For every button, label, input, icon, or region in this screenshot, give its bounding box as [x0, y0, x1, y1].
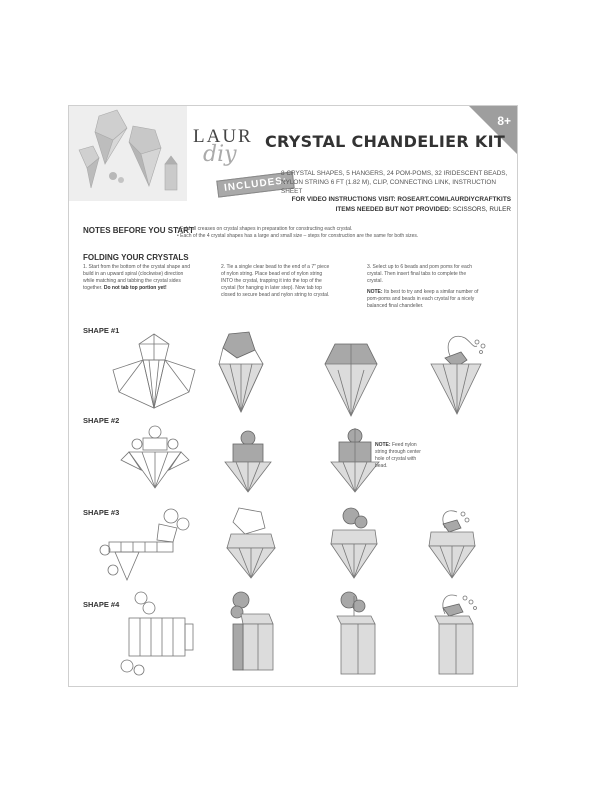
brand-diy: diy — [203, 142, 237, 167]
video-instructions: FOR VIDEO INSTRUCTIONS VISIT: ROSEART.COM/LAURDIYCRAFTKITS — [291, 196, 511, 203]
shape-3-flat-template — [99, 506, 203, 584]
notes-list — [177, 226, 507, 240]
step-3-note-text: Its best to try and keep a similar number of pom-poms and beads in each crystal for a nicely balanced final chandelier. — [367, 289, 479, 309]
shape-1-label: SHAPE #1 — [83, 326, 120, 335]
folding-heading: FOLDING YOUR CRYSTALS — [83, 253, 189, 262]
step-2 — [221, 264, 333, 299]
age-badge: 8+ — [497, 114, 511, 128]
includes-line-1: 8 CRYSTAL SHAPES, 5 HANGERS, 24 POM-POMS, 32 IRIDESCENT BEADS, — [281, 170, 508, 177]
shape-1-step-2 — [321, 334, 381, 418]
shape-3-label: SHAPE #3 — [83, 508, 120, 517]
shape-2-label: SHAPE #2 — [83, 416, 120, 425]
step-1 — [83, 264, 195, 292]
brand-laur: LAUR — [193, 126, 253, 147]
step-3 — [367, 264, 479, 310]
product-photo — [69, 106, 187, 201]
instruction-sheet — [68, 105, 518, 687]
shape-4-label: SHAPE #4 — [83, 600, 120, 609]
shape-2-step-1 — [221, 428, 275, 494]
step-3-note-label: NOTE: — [367, 289, 383, 295]
step-3-note — [367, 289, 479, 310]
shape-1-step-3 — [425, 328, 491, 416]
shape-4-step-2 — [327, 590, 381, 678]
items-needed-label: ITEMS NEEDED BUT NOT PROVIDED: — [335, 206, 451, 213]
items-needed — [249, 206, 511, 213]
shape-3-step-3 — [425, 504, 479, 580]
shape-3-step-2 — [327, 504, 381, 580]
note-item: • Each of the 4 crystal shapes has a large and small size – steps for construction are the same for both sizes. — [177, 233, 419, 239]
feed-string-note — [375, 442, 425, 470]
callout-text: Feed nylon string through center hole of crystal with bead. — [375, 442, 421, 469]
shape-4-step-1 — [221, 590, 279, 676]
shape-3-step-1 — [221, 504, 279, 580]
includes-line-2: NYLON STRING 6 FT (1.82 M), CLIP, CONNECTING LINK, INSTRUCTION SHEET — [281, 179, 496, 195]
callout-label: NOTE: — [375, 442, 391, 448]
brand-logo — [193, 126, 255, 174]
page-title: CRYSTAL CHANDELIER KIT — [265, 132, 506, 151]
step-3-text: 3. Select up to 6 beads and pom poms for each crystal. Then insert final tabs to complete the crystal. — [367, 264, 473, 284]
items-needed-list: SCISSORS, RULER — [452, 206, 511, 213]
includes-badge: INCLUDES: — [216, 171, 295, 197]
shape-4-step-3 — [425, 586, 485, 678]
shape-1-flat-template — [109, 330, 199, 412]
step-1-warning: Do not tab top portion yet! — [103, 285, 167, 291]
step-2-text: 2. Tie a single clear bead to the end of a 7" piece of nylon string. Place bead end of nylon string INTO the crystal, trapping it into the top of the crystal (for hanging in later step). Now tab top closed to secure bead and nylon string to crystal. — [221, 264, 330, 298]
shape-2-flat-template — [119, 422, 191, 492]
notes-heading: NOTES BEFORE YOU START — [83, 226, 194, 235]
includes-list — [281, 169, 513, 196]
shape-4-flat-template — [119, 590, 195, 676]
note-item: • Fold all creases on crystal shapes in preparation for constructing each crystal. — [177, 226, 353, 232]
step-1-text: 1. Start from the bottom of the crystal shape and build in an upward spiral (clockwise) direction while matching and tabbing the crystal sides together. — [83, 264, 190, 291]
shape-1-step-1 — [209, 330, 273, 416]
